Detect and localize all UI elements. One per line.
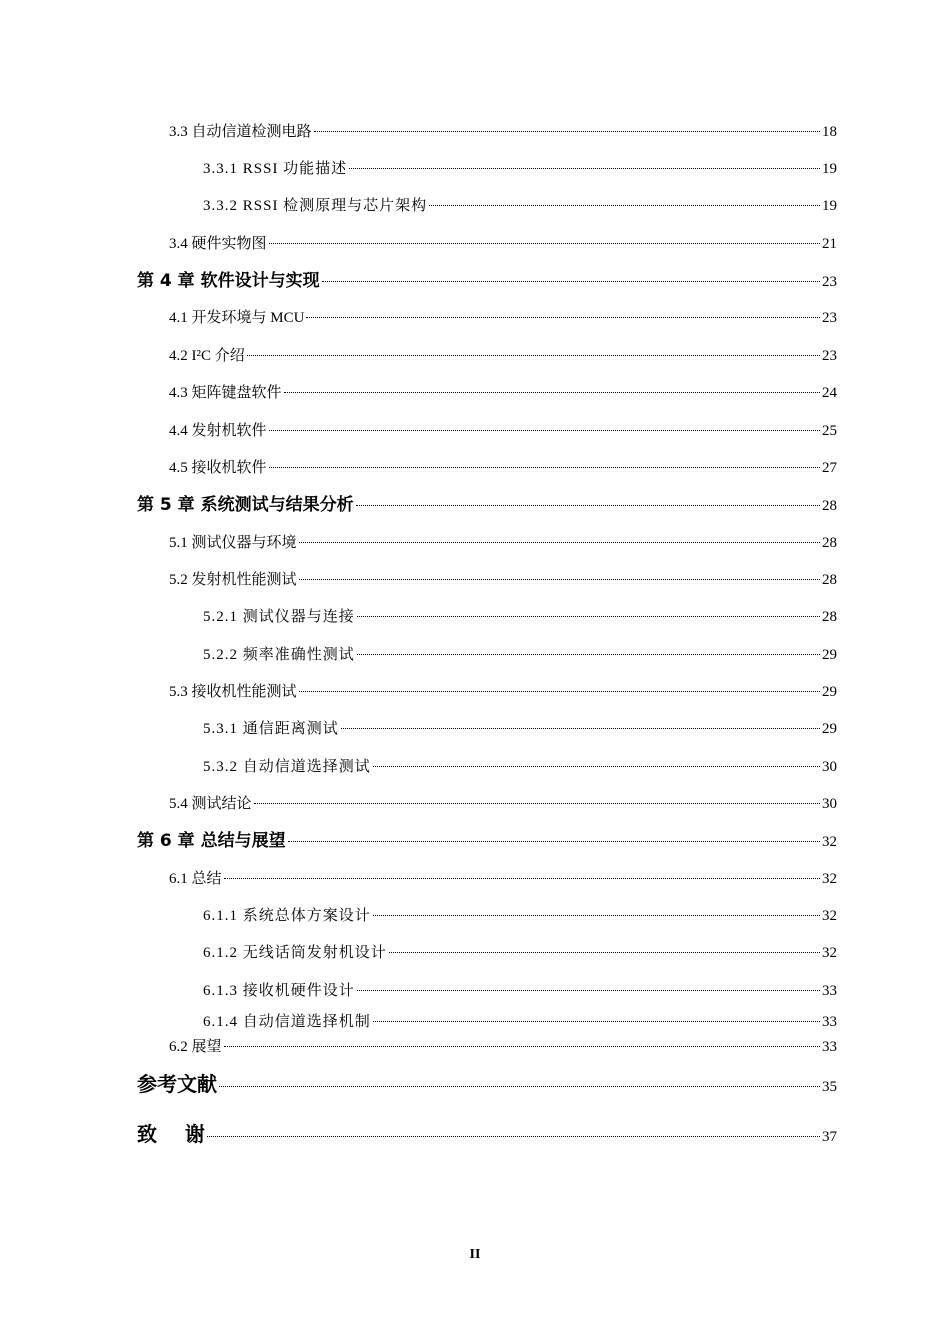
toc-entry-4-1[interactable] <box>169 308 837 328</box>
toc-entry-page: 33 <box>822 1039 837 1055</box>
toc-chapter-6[interactable] <box>137 830 837 853</box>
toc-entry-page: 33 <box>822 983 837 999</box>
toc-entry-title: 4.4 发射机软件 <box>169 423 267 439</box>
dot-leader <box>341 728 820 729</box>
toc-entry-title: 4.3 矩阵键盘软件 <box>169 385 282 401</box>
dot-leader <box>284 392 820 393</box>
dot-leader <box>306 317 820 318</box>
toc-entry-title: 3.4 硬件实物图 <box>169 236 267 252</box>
toc-entry-5-2[interactable] <box>169 570 837 590</box>
toc-entry-title: 致 谢 <box>137 1122 205 1146</box>
toc-entry-5-3-1[interactable] <box>203 719 837 739</box>
toc-entry-title: 4.2 I²C 介绍 <box>169 348 245 364</box>
dot-leader <box>247 355 820 356</box>
toc-entry-page: 25 <box>822 423 837 439</box>
dot-leader <box>224 1046 820 1047</box>
dot-leader <box>373 915 820 916</box>
toc-entry-5-4[interactable] <box>169 794 837 814</box>
toc-entry-3-3-1[interactable] <box>203 159 837 179</box>
toc-chapter-5[interactable] <box>137 494 837 517</box>
toc-entry-title: 6.1.2 无线话筒发射机设计 <box>203 945 387 961</box>
dot-leader <box>207 1136 820 1137</box>
toc-entry-title: 6.1.3 接收机硬件设计 <box>203 983 355 999</box>
toc-entry-title: 5.2.1 测试仪器与连接 <box>203 609 355 625</box>
toc-entry-title: 参考文献 <box>137 1072 217 1096</box>
toc-entry-6-1-1[interactable] <box>203 906 837 926</box>
toc-entry-page: 28 <box>822 535 837 551</box>
toc-entry-title: 5.2 发射机性能测试 <box>169 572 297 588</box>
toc-entry-title: 4.1 开发环境与 MCU <box>169 310 305 326</box>
toc-entry-page: 18 <box>822 124 837 140</box>
toc-entry-page: 33 <box>822 1014 837 1030</box>
toc-entry-6-2[interactable] <box>169 1037 837 1057</box>
dot-leader <box>219 1086 820 1087</box>
dot-leader <box>356 505 820 506</box>
dot-leader <box>254 803 820 804</box>
dot-leader <box>373 766 820 767</box>
toc-entry-page: 28 <box>822 498 837 514</box>
dot-leader <box>357 616 820 617</box>
dot-leader <box>299 542 820 543</box>
dot-leader <box>429 205 820 206</box>
toc-entry-title: 6.1.1 系统总体方案设计 <box>203 908 371 924</box>
toc-entry-title: 6.1.4 自动信道选择机制 <box>203 1014 371 1030</box>
toc-entry-6-1-4[interactable] <box>203 1012 837 1032</box>
dot-leader <box>224 878 820 879</box>
toc-entry-page: 19 <box>822 198 837 214</box>
toc-entry-4-2[interactable] <box>169 346 837 366</box>
toc-entry-title: 第 6 章 总结与展望 <box>137 831 286 851</box>
toc-entry-6-1[interactable] <box>169 869 837 889</box>
dot-leader <box>269 430 820 431</box>
toc-entry-4-4[interactable] <box>169 421 837 441</box>
dot-leader <box>322 281 820 282</box>
toc-entry-page: 29 <box>822 721 837 737</box>
toc-entry-page: 32 <box>822 834 837 850</box>
toc-entry-4-5[interactable] <box>169 458 837 478</box>
toc-entry-page: 23 <box>822 274 837 290</box>
dot-leader <box>357 990 820 991</box>
toc-entry-title: 6.1 总结 <box>169 871 222 887</box>
toc-entry-title: 5.3 接收机性能测试 <box>169 684 297 700</box>
toc-entry-6-1-3[interactable] <box>203 981 837 1001</box>
toc-entry-page: 21 <box>822 236 837 252</box>
toc-entry-page: 35 <box>822 1079 837 1095</box>
toc-entry-title: 5.3.2 自动信道选择测试 <box>203 759 371 775</box>
toc-entry-title: 3.3 自动信道检测电路 <box>169 124 312 140</box>
toc-entry-page: 23 <box>822 348 837 364</box>
toc-entry-page: 30 <box>822 759 837 775</box>
toc-entry-title: 4.5 接收机软件 <box>169 460 267 476</box>
toc-entry-5-2-1[interactable] <box>203 607 837 627</box>
toc-entry-5-1[interactable] <box>169 533 837 553</box>
toc-entry-page: 32 <box>822 871 837 887</box>
toc-entry-3-3-2[interactable] <box>203 196 837 216</box>
toc-entry-page: 29 <box>822 684 837 700</box>
toc-entry-title: 5.2.2 频率准确性测试 <box>203 647 355 663</box>
dot-leader <box>389 952 820 953</box>
page-number: II <box>469 1247 481 1262</box>
toc-entry-5-2-2[interactable] <box>203 645 837 665</box>
dot-leader <box>299 691 820 692</box>
toc-chapter-4[interactable] <box>137 270 837 293</box>
toc-entry-page: 32 <box>822 908 837 924</box>
toc-entry-page: 32 <box>822 945 837 961</box>
toc-entry-page: 29 <box>822 647 837 663</box>
toc-acknowledgements[interactable] <box>137 1121 837 1150</box>
toc-entry-title: 第 4 章 软件设计与实现 <box>137 271 320 291</box>
toc-entry-title: 5.4 测试结论 <box>169 796 252 812</box>
toc-entry-page: 28 <box>822 572 837 588</box>
toc-entry-title: 3.3.2 RSSI 检测原理与芯片架构 <box>203 198 428 214</box>
toc-entry-3-3[interactable] <box>169 122 837 142</box>
toc-entry-3-4[interactable] <box>169 234 837 254</box>
toc-entry-6-1-2[interactable] <box>203 943 837 963</box>
toc-entry-page: 37 <box>822 1129 837 1145</box>
toc-entry-page: 23 <box>822 310 837 326</box>
dot-leader <box>288 841 820 842</box>
toc-entry-page: 19 <box>822 161 837 177</box>
toc-references[interactable] <box>137 1071 837 1100</box>
toc-entry-page: 30 <box>822 796 837 812</box>
toc-entry-5-3[interactable] <box>169 682 837 702</box>
toc-entry-4-3[interactable] <box>169 383 837 403</box>
toc-entry-5-3-2[interactable] <box>203 757 837 777</box>
dot-leader <box>269 243 820 244</box>
toc-entry-page: 24 <box>822 385 837 401</box>
dot-leader <box>314 131 820 132</box>
dot-leader <box>373 1021 820 1022</box>
toc-entry-title: 第 5 章 系统测试与结果分析 <box>137 495 354 515</box>
toc-entry-title: 5.3.1 通信距离测试 <box>203 721 339 737</box>
dot-leader <box>269 467 820 468</box>
dot-leader <box>349 168 820 169</box>
dot-leader <box>299 579 820 580</box>
toc-entry-page: 28 <box>822 609 837 625</box>
toc-entry-page: 27 <box>822 460 837 476</box>
toc-entry-title: 3.3.1 RSSI 功能描述 <box>203 161 348 177</box>
toc-entry-title: 5.1 测试仪器与环境 <box>169 535 297 551</box>
toc-entry-title: 6.2 展望 <box>169 1039 222 1055</box>
dot-leader <box>357 654 820 655</box>
